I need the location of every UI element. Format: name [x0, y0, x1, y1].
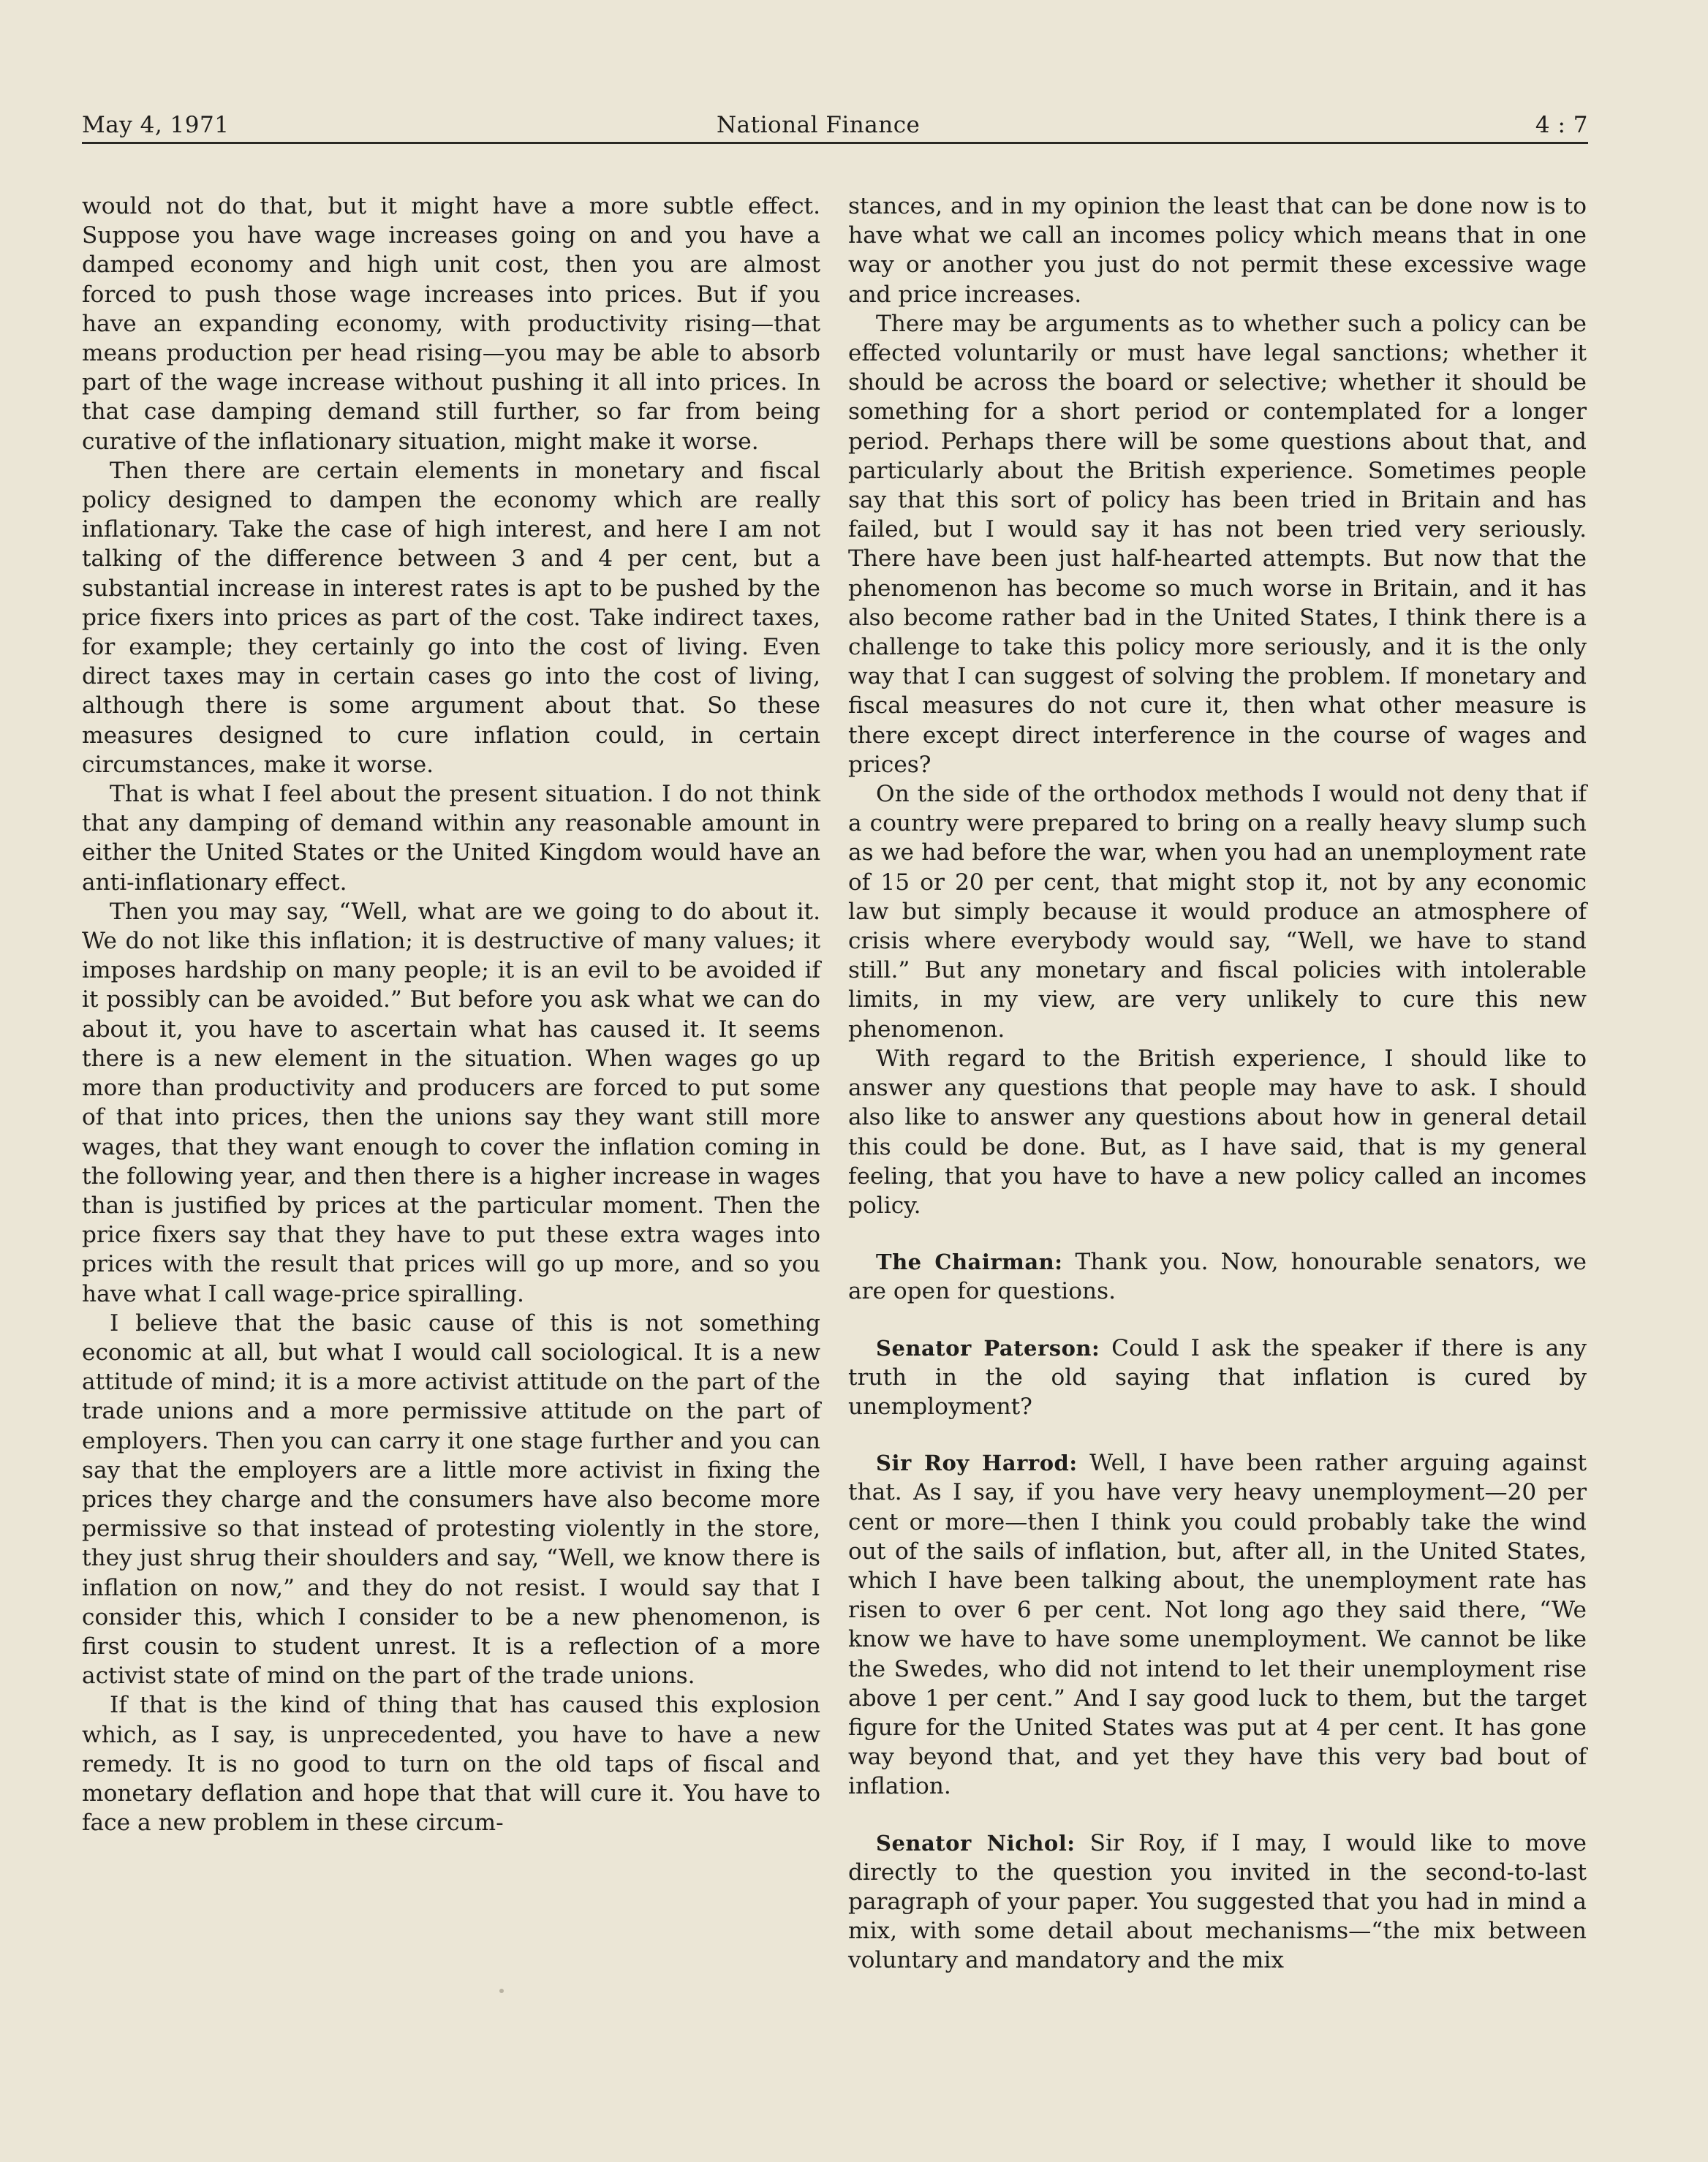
speaker-text: Well, I have been rather arguing against that. As I say, if you have very heavy unemployment—20 per cent or more—then I think you could probably take the wind out of the sails of inflation, but, after all, in the United States, which I have been talking about, the unemployment rate has risen to over 6 per cent. Not long ago they said there, “We know we have to have some unemployment. We cannot be like the Swedes, who did not intend to let their unemployment rise above 1 per cent.” And I say good luck to them, but the target figure for the United States was put at 4 per cent. It has gone way beyond that, and yet they have this very bad bout of inflation. — [848, 1450, 1587, 1800]
paragraph: On the side of the orthodox methods I would not deny that if a country were prepared to bring on a really heavy slump such as we had before the war, when you had an unemployment rate of 15 or 20 per cent, that might stop it, not by any economic law but simply because it would produce an atmosphere of crisis where everybody would say, “Well, we have to stand still.” But any monetary and fiscal policies with intolerable limits, in my view, are very unlikely to cure this new phenomenon. — [848, 781, 1587, 1043]
speaker-text: Could I ask the speaker if there is any truth in the old saying that inflation is cured by unemployment? — [848, 1334, 1587, 1420]
speaker-text: Thank you. Now, honourable senators, we are open for questions. — [848, 1249, 1587, 1305]
speaker-name: Senator Nichol: — [876, 1830, 1076, 1856]
header-date: May 4, 1971 — [82, 112, 230, 138]
speaker-name: The Chairman: — [876, 1250, 1063, 1275]
paragraph: With regard to the British experience, I should like to answer any questions that people may have to ask. I should also like to answer any questions about how in general detail this could be done. But, as I have said, that is my general feeling, that you have to have a new policy called an incomes policy. — [848, 1045, 1587, 1219]
page-header — [82, 106, 1588, 143]
paragraph: stances, and in my opinion the least that can be done now is to have what we call an incomes policy which means that in one way or another you just do not permit these excessive wage and price increases. — [848, 193, 1587, 308]
paragraph: There may be arguments as to whether such a policy can be effected voluntarily or must have legal sanctions; whether it should be across the board or selective; whether it should be something for a short period or contemplated for a longer period. Perhaps there will be some questions about that, and particularly about the British experience. Sometimes people say that this sort of policy has been tried in Britain and has failed, but I would say it has not been tried very seriously. There have been just half-hearted attempts. But now that the phenomenon has become so much worse in Britain, and it has also become rather bad in the United States, I think there is a challenge to take this policy more seriously, and it is the only way that I can suggest of solving the problem. If monetary and fiscal measures do not cure it, then what other measure is there except direct interference in the course of wages and prices? — [848, 310, 1587, 778]
paragraph: I believe that the basic cause of this is not something economic at all, but what I would call sociological. It is a new attitude of mind; it is a more activist attitude on the part of the trade unions and a more permissive attitude on the part of employers. Then you can carry it one stage further and you can say that the employers are a little more activist in fixing the prices they charge and the consumers have also become more permissive so that instead of protesting violently in the store, they just shrug their shoulders and say, “Well, we know there is inflation on now,” and they do not resist. I would say that I consider this, which I consider to be a new phenomenon, is first cousin to student unrest. It is a reflection of a more activist state of mind on the part of the trade unions. — [82, 1309, 820, 1690]
paragraph: If that is the kind of thing that has caused this explosion which, as I say, is unprecedented, you have to have a new remedy. It is no good to turn on the old taps of fiscal and monetary deflation and hope that that will cure it. You have to face a new problem in these circum- — [82, 1692, 820, 1837]
speaker-paragraph — [848, 1247, 1587, 1306]
speaker-text: Sir Roy, if I may, I would like to move directly to the question you invited in the second-to-last paragraph of your paper. You suggested that you had in mind a mix, with some detail about mechanisms—“the mix between voluntary and mandatory and the mix — [848, 1829, 1587, 1974]
paragraph: That is what I feel about the present situation. I do not think that any damping of demand within any reasonable amount in either the United States or the United Kingdom would have an anti-inflationary effect. — [82, 781, 820, 896]
speaker-paragraph — [848, 1448, 1587, 1801]
speaker-paragraph — [848, 1829, 1587, 1976]
paragraph: Then there are certain elements in monetary and fiscal policy designed to dampen the economy which are really inflationary. Take the case of high interest, and here I am not talking of the difference between 3 and 4 per cent, but a substantial increase in interest rates is apt to be pushed by the price fixers into prices as part of the cost. Take indirect taxes, for example; they certainly go into the cost of living. Even direct taxes may in certain cases go into the cost of living, although there is some argument about that. So these measures designed to cure inflation could, in certain circumstances, make it worse. — [82, 457, 820, 778]
right-column — [848, 192, 1587, 1976]
left-column — [82, 192, 820, 1837]
header-rule — [82, 142, 1588, 144]
paper-speck — [499, 1989, 504, 1993]
header-page-number: 4 : 7 — [1535, 112, 1588, 138]
paragraph: would not do that, but it might have a more subtle effect. Suppose you have wage increases going on and you have a damped economy and high unit cost, then you are almost forced to push those wage increases into prices. But if you have an expanding economy, with productivity rising—that means production per head rising—you may be able to absorb part of the wage increase without pushing it all into prices. In that case damping demand still further, so far from being curative of the inflationary situation, might make it worse. — [82, 193, 820, 455]
speaker-name: Senator Paterson: — [876, 1335, 1100, 1361]
speaker-paragraph — [848, 1334, 1587, 1422]
speaker-name: Sir Roy Harrod: — [876, 1451, 1078, 1476]
header-title: National Finance — [717, 112, 921, 138]
paragraph: Then you may say, “Well, what are we going to do about it. We do not like this inflation; it is destructive of many values; it imposes hardship on many people; it is an evil to be avoided if it possibly can be avoided.” But before you ask what we can do about it, you have to ascertain what has caused it. It seems there is a new element in the situation. When wages go up more than productivity and producers are forced to put some of that into prices, then the unions say they want still more wages, that they want enough to cover the inflation coming in the following year, and then there is a higher increase in wages than is justified by prices at the particular moment. Then the price fixers say that they have to put these extra wages into prices with the result that prices will go up more, and so you have what I call wage-price spiralling. — [82, 898, 820, 1307]
